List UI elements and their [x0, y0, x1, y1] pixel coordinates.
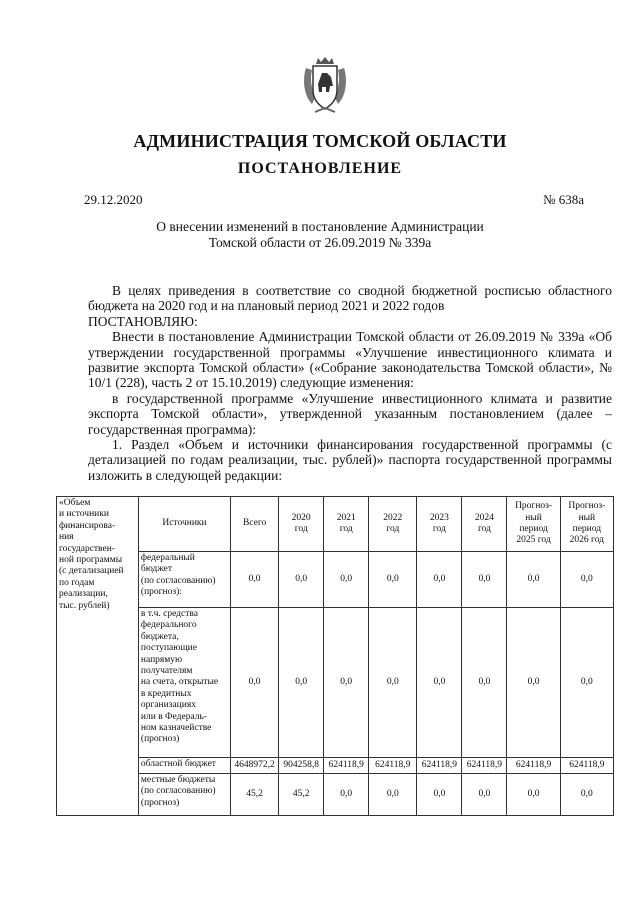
body-paragraph-3: в государственной программе «Улучшение инвестиционного климата и развитие экспорта Томской области», утвержденной указанным постановлением (далее – государственная программа): [88, 390, 612, 437]
value-cell: 0,0 [417, 608, 462, 758]
column-header: Всего [231, 497, 279, 552]
resolve-word: ПОСТАНОВЛЯЮ: [88, 313, 198, 329]
value-cell: 0,0 [324, 552, 369, 608]
value-cell: 0,0 [507, 774, 560, 816]
value-cell: 624118,9 [369, 758, 417, 774]
value-cell: 45,2 [279, 774, 324, 816]
column-header: Прогноз- ный период 2025 год [507, 497, 560, 552]
value-cell: 45,2 [231, 774, 279, 816]
source-cell: в т.ч. средства федерального бюджета, поступающие напрямую получателям на счета, открытые в кредитных организациях или в Федераль- ном казначействе (прогноз) [138, 608, 230, 758]
value-cell: 0,0 [324, 774, 369, 816]
column-header: Прогноз- ный период 2026 год [560, 497, 613, 552]
column-header: Источники [138, 497, 230, 552]
source-cell: областной бюджет [138, 758, 230, 774]
value-cell: 0,0 [231, 552, 279, 608]
value-cell: 0,0 [560, 552, 613, 608]
column-header: 2024 год [462, 497, 507, 552]
value-cell: 0,0 [462, 774, 507, 816]
value-cell: 624118,9 [324, 758, 369, 774]
value-cell: 0,0 [279, 552, 324, 608]
table-row [57, 608, 614, 758]
value-cell: 0,0 [231, 608, 279, 758]
value-cell: 0,0 [324, 608, 369, 758]
value-cell: 0,0 [462, 552, 507, 608]
body-paragraph-4: 1. Раздел «Объем и источники финансирования государственной программы (с детализацией по годам реализации, тыс. рублей)» паспорта государственной программы изложить в следующей редакции: [88, 437, 612, 483]
financing-table [56, 496, 614, 816]
value-cell: 0,0 [369, 608, 417, 758]
table-row [57, 552, 614, 608]
table-row [57, 774, 614, 816]
value-cell: 0,0 [560, 608, 613, 758]
value-cell: 904258,8 [279, 758, 324, 774]
value-cell: 624118,9 [507, 758, 560, 774]
value-cell: 4648972,2 [231, 758, 279, 774]
subject-line-1: О внесении изменений в постановление Администрации [156, 219, 484, 234]
value-cell: 0,0 [369, 774, 417, 816]
body-paragraph-1: В целях приведения в соответствие со сводной бюджетной росписью областного бюджета на 2020 год и на плановый период 2021 и 2022 годов [88, 283, 612, 314]
value-cell: 624118,9 [560, 758, 613, 774]
value-cell: 0,0 [462, 608, 507, 758]
value-cell: 0,0 [417, 774, 462, 816]
column-header: 2022 год [369, 497, 417, 552]
table-row [57, 758, 614, 774]
table-header-row [57, 497, 614, 552]
column-header: 2023 год [417, 497, 462, 552]
document-type: ПОСТАНОВЛЕНИЕ [237, 160, 403, 177]
column-header: 2020 год [279, 497, 324, 552]
value-cell: 0,0 [369, 552, 417, 608]
source-cell: федеральный бюджет (по согласованию) (прогноз): [138, 552, 230, 608]
document-number: № 638а [543, 192, 584, 207]
value-cell: 0,0 [560, 774, 613, 816]
value-cell: 624118,9 [462, 758, 507, 774]
row-header-cell: «Объем и источники финансирова- ния государствен- ной программы (с детализацией по годам реализации, тыс. рублей) [57, 497, 139, 816]
document-body [88, 283, 612, 483]
column-header: 2021 год [324, 497, 369, 552]
document-subject [0, 219, 640, 251]
value-cell: 0,0 [279, 608, 324, 758]
value-cell: 0,0 [507, 608, 560, 758]
source-cell: местные бюджеты (по согласованию) (прогноз) [138, 774, 230, 816]
body-paragraph-2: Внести в постановление Администрации Томской области от 26.09.2019 № 339а «Об утверждении государственной программы «Улучшение инвестиционного климата и развитие экспорта Томской области» («Собрание законодательства Томской области», № 10/1 (228), часть 2 от 15.10.2019) следующие изменения: [88, 329, 612, 391]
authority-title: АДМИНИСТРАЦИЯ ТОМСКОЙ ОБЛАСТИ [133, 131, 507, 151]
value-cell: 624118,9 [417, 758, 462, 774]
document-date: 29.12.2020 [84, 192, 143, 207]
subject-line-2: Томской области от 26.09.2019 № 339а [208, 235, 432, 250]
tomsk-region-coat-of-arms-icon [302, 56, 348, 114]
value-cell: 0,0 [417, 552, 462, 608]
value-cell: 0,0 [507, 552, 560, 608]
